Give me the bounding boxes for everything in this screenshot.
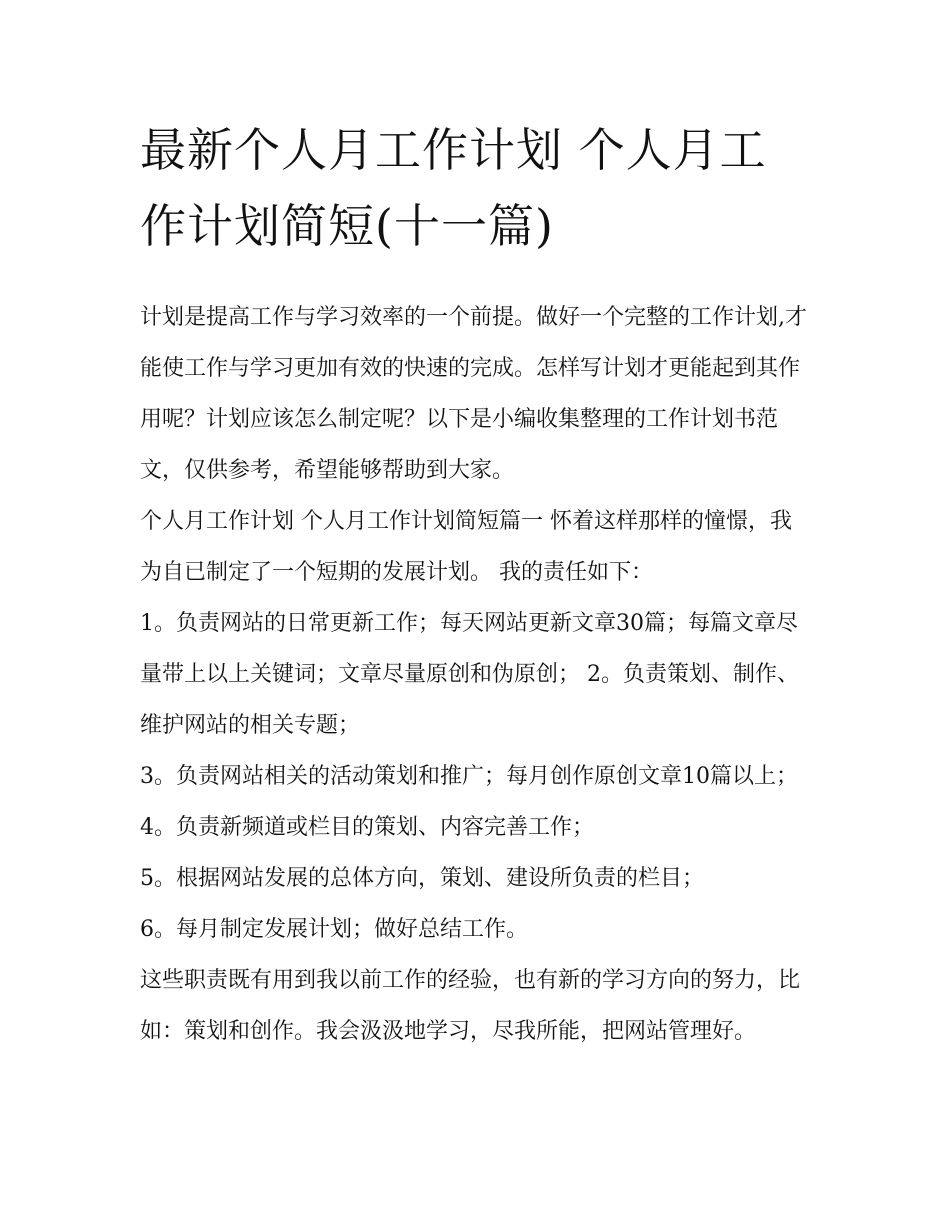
- paragraph-plan-heading: 个人月工作计划 个人月工作计划简短篇一 怀着这样那样的憧憬，我为自已制定了一个短期的发展计划。 我的责任如下：: [140, 509, 792, 585]
- paragraph-duty-5: 5。根据网站发展的总体方向，策划、建设所负责的栏目；: [140, 866, 704, 891]
- document-title: 最新个人月工作计划 个人月工作计划简短(十一篇): [140, 123, 767, 253]
- paragraph-intro: 计划是提高工作与学习效率的一个前提。做好一个完整的工作计划,才能使工作与学习更加有效的快速的完成。怎样写计划才更能起到其作用呢？计划应该怎么制定呢？以下是小编收集整理的工作计划书范文，仅供参考，希望能够帮助到大家。: [140, 305, 807, 483]
- paragraph-duty-3-4: 3。负责网站相关的活动策划和推广；每月创作原创文章10篇以上； 4。负责新频道或栏目的策划、内容完善工作；: [140, 764, 798, 840]
- paragraph-duty-6: 6。每月制定发展计划；做好总结工作。: [140, 917, 528, 942]
- paragraph-duty-1-2: 1。负责网站的日常更新工作；每天网站更新文章30篇；每篇文章尽量带上以上关键词；文章尽量原创和伪原创； 2。负责策划、制作、维护网站的相关专题；: [140, 611, 799, 738]
- paragraph-conclusion: 这些职责既有用到我以前工作的经验，也有新的学习方向的努力，比如：策划和创作。我会汲汲地学习，尽我所能，把网站管理好。: [140, 968, 801, 1044]
- document-body: [140, 112, 812, 1057]
